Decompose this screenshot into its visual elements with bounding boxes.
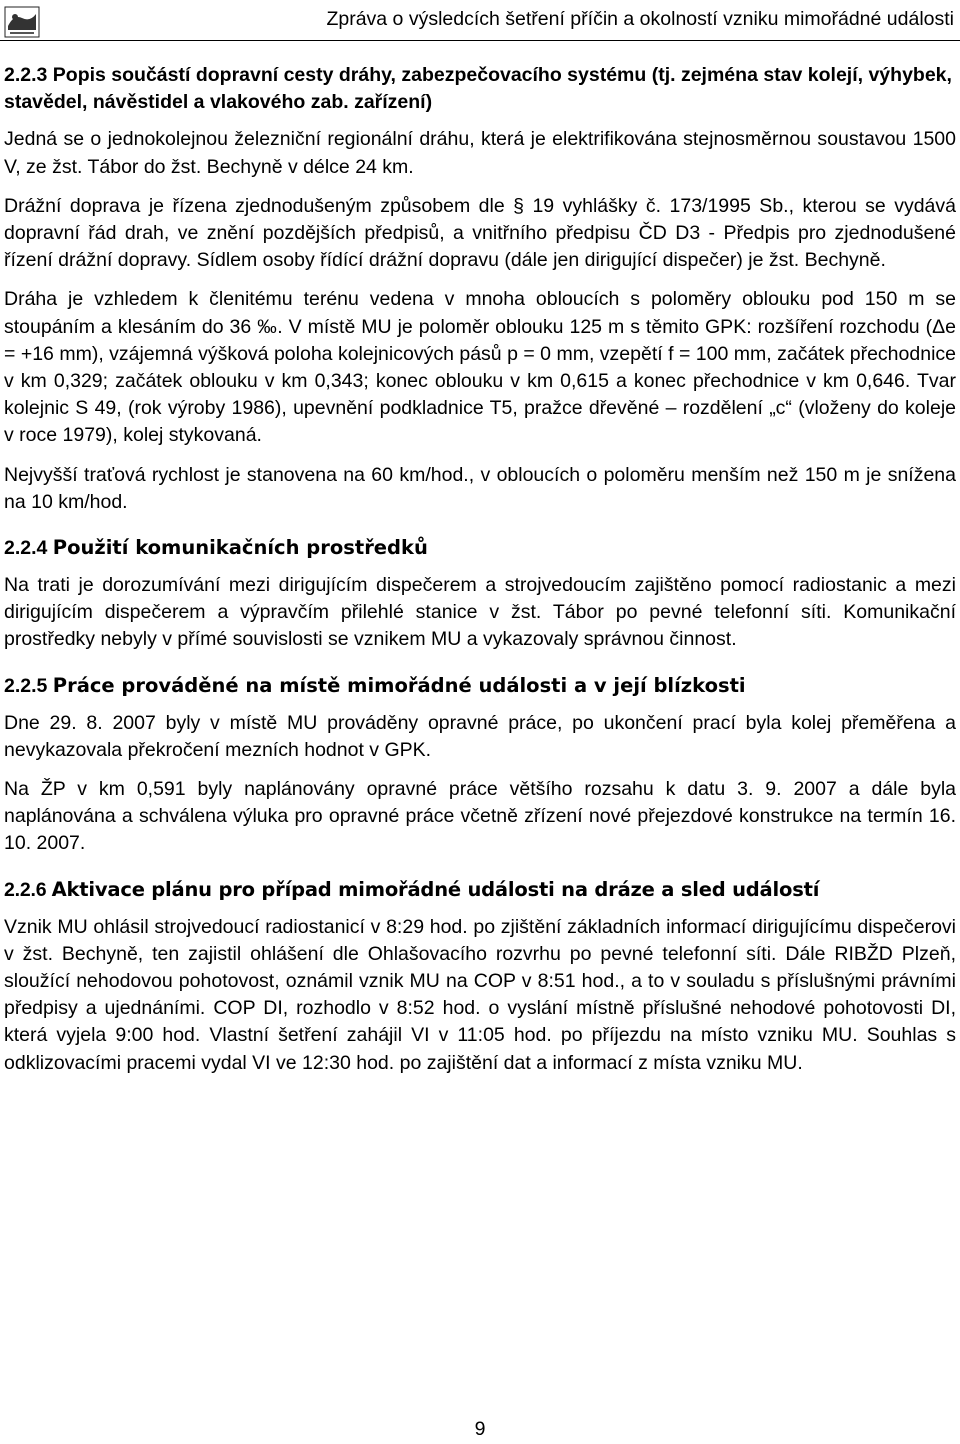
paragraph: Dne 29. 8. 2007 byly v místě MU prováděny opravné práce, po ukončení prací byla kolej přeměřena a nevykazovala překročení mezních hodnot v GPK. (4, 711, 956, 761)
section-title: Aktivace plánu pro případ mimořádné události na dráze a sled událostí (51, 877, 820, 901)
section-number: 2.2.4 (4, 537, 48, 560)
drazni-inspekce-logo-icon (4, 6, 40, 38)
page-number: 9 (474, 1418, 486, 1440)
paragraph: Drážní doprava je řízena zjednodušeným způsobem dle § 19 vyhlášky č. 173/1995 Sb., kterou se vydává dopravní řád drah, ve znění pozdějších předpisů, a vnitřního předpisu ČD D3 - Předpis pro zjednodušené řízení drážní dopravy. Sídlem osoby řídící drážní dopravu (dále jen dirigující dispečer) je žst. Bechyně. (4, 194, 956, 272)
section-title: Použití komunikačních prostředků (52, 536, 428, 560)
paragraph: Vznik MU ohlásil strojvedoucí radiostanicí v 8:29 hod. po zjištění základních informací dirigujícímu dispečerovi v žst. Bechyně, ten zajistil ohlášení dle Ohlašovacího rozvrhu po pevné telefonní síti. Dále RIBŽD Plzeň, sloužící nehodovou pohotovost, oznámil vznik MU na COP v 8:51 hod., a to v souladu s příslušnými právními předpisy a ujednáními. COP DI, rozhodlo v 8:52 hod. o vyslání místně příslušné nehodové pohotovosti DI, která vyjela 9:00 hod. Vlastní šetření zahájil VI v 11:05 hod. po příjezdu na místo vzniku MU. Souhlas s odklizovacími pracemi vydal VI ve 12:30 hod. po zajištění dat a informací z místa vzniku MU. (4, 915, 956, 1074)
header-divider (0, 40, 960, 41)
section-heading-2-2-4 (4, 534, 956, 562)
document-body (4, 62, 956, 1089)
page-header (0, 0, 960, 48)
paragraph: Nejvyšší traťová rychlost je stanovena na 60 km/hod., v obloucích o poloměru menším než 150 m je snížena na 10 km/hod. (4, 463, 956, 513)
section-heading-2-2-6 (4, 876, 956, 904)
section-title: Práce prováděné na místě mimořádné události a v její blízkosti (52, 673, 746, 697)
section-heading-2-2-5 (4, 672, 956, 700)
paragraph: Jedná se o jednokolejnou železniční regionální dráhu, která je elektrifikována stejnosměrnou soustavou 1500 V, ze žst. Tábor do žst. Bechyně v délce 24 km. (4, 128, 956, 178)
section-heading-2-2-3: 2.2.3 Popis součástí dopravní cesty dráhy, zabezpečovacího systému (tj. zejména stav kolejí, výhybek, stavědel, návěstidel a vlakového zab. zařízení) (4, 64, 952, 114)
paragraph: Na ŽP v km 0,591 byly naplánovány opravné práce většího rozsahu k datu 3. 9. 2007 a dále byla naplánována a schválena výluka pro opravné práce včetně zřízení nové přejezdové konstrukce na termín 16. 10. 2007. (4, 778, 956, 855)
section-number: 2.2.5 (4, 674, 48, 697)
document-title: Zpráva o výsledcích šetření příčin a okolností vzniku mimořádné události (326, 8, 954, 30)
paragraph: Na trati je dorozumívání mezi dirigujícím dispečerem a strojvedoucím zajištěno pomocí radiostanic a mezi dirigujícím dispečerem a výpravčím přilehlé stanice v žst. Tábor po pevné telefonní síti. Komunikační prostředky nebyly v přímé souvislosti se vznikem MU a vykazovaly správnou činnost. (4, 574, 956, 651)
section-number: 2.2.6 (4, 878, 47, 901)
paragraph: Dráha je vzhledem k členitému terénu vedena v mnoha obloucích s poloměry oblouku pod 150 m se stoupáním a klesáním do 36 ‰. V místě MU je poloměr oblouku 125 m s těmito GPK: rozšíření rozchodu (Δe = +16 mm), vzájemná výšková poloha kolejnicových pásů p = 0 mm, vzepětí f = 100 mm, začátek přechodnice v km 0,329; začátek oblouku v km 0,343; konec oblouku v km 0,615 a konec přechodnice v km 0,646. Tvar kolejnic S 49, (rok výroby 1986), upevnění podkladnice T5, pražce dřevěné – rozdělení „c“ (vloženy do koleje v roce 1979), kolej stykovaná. (4, 288, 956, 447)
